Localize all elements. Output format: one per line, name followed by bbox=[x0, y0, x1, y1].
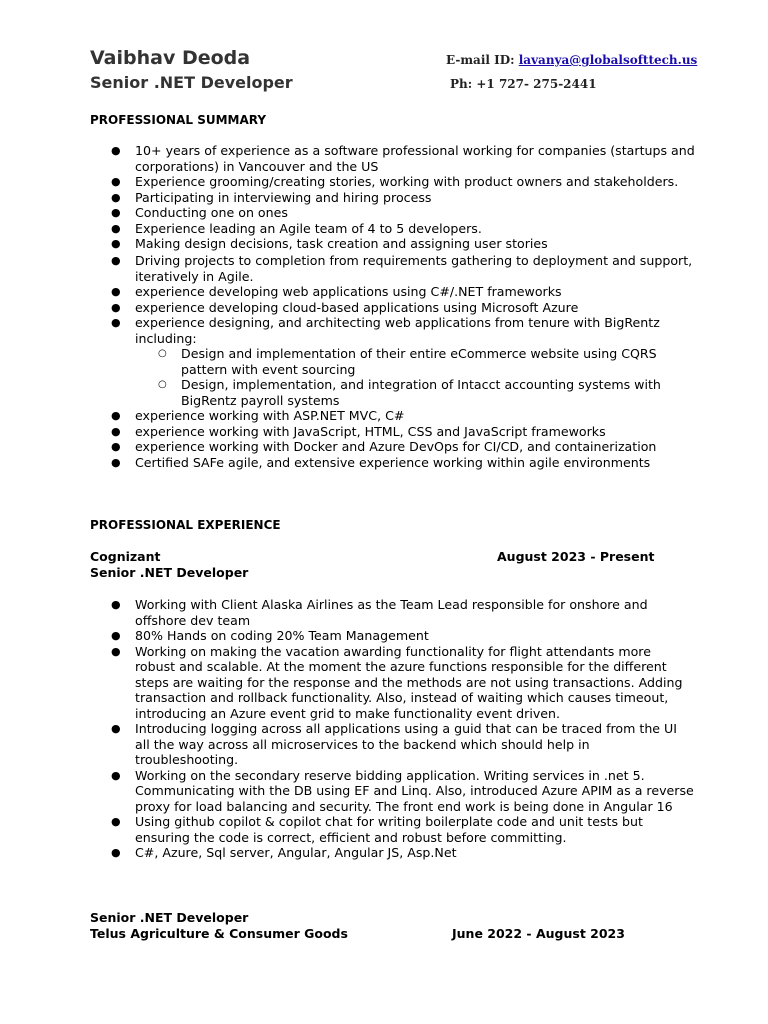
list-item: ● C#, Azure, Sql server, Angular, Angular JS, Asp.Net bbox=[111, 845, 457, 860]
email-line bbox=[446, 53, 697, 67]
list-item: ● experience developing cloud-based applications using Microsoft Azure bbox=[111, 299, 579, 315]
summary-heading: PROFESSIONAL SUMMARY bbox=[90, 113, 267, 127]
job1-dates: August 2023 - Present bbox=[497, 549, 655, 564]
sub-list-item: ○ Design, implementation, and integration of Intacct accounting systems with BigRentz payroll systems bbox=[158, 377, 661, 408]
list-item: ● Experience leading an Agile team of 4 to 5 developers. bbox=[111, 220, 482, 236]
summary-list bbox=[0, 143, 768, 470]
job2-role: Senior .NET Developer bbox=[90, 910, 249, 925]
job1-list bbox=[0, 597, 768, 861]
list-item: ● experience working with JavaScript, HTML, CSS and JavaScript frameworks bbox=[111, 423, 606, 439]
sub-list bbox=[135, 346, 695, 408]
list-item: ● Introducing logging across all applications using a guid that can be traced from the UI all the way across all microservices to the backend which should help in troubleshooting. bbox=[111, 721, 677, 767]
list-item: ● experience designing, and architecting web applications from tenure with BigRentz including: ○ Design and implementation of their entire eCommerce website using CQRS pattern with event sourcing ○ Design, implementation, and integration of Intacct accounting systems with BigRentz payroll systems bbox=[0, 315, 695, 408]
job2-company: Telus Agriculture & Consumer Goods bbox=[90, 926, 348, 941]
candidate-name: Vaibhav Deoda bbox=[90, 47, 251, 69]
experience-heading: PROFESSIONAL EXPERIENCE bbox=[90, 518, 281, 532]
list-item: ● Working with Client Alaska Airlines as the Team Lead responsible for onshore and offshore dev team bbox=[111, 597, 648, 628]
list-item: ● experience working with ASP.NET MVC, C# bbox=[111, 408, 405, 423]
list-item: ● Certified SAFe agile, and extensive experience working within agile environments bbox=[111, 454, 651, 470]
sub-list-item: ○ Design and implementation of their entire eCommerce website using CQRS pattern with event sourcing bbox=[158, 346, 657, 377]
list-item: ● Participating in interviewing and hiring process bbox=[111, 189, 432, 205]
job2-dates: June 2022 - August 2023 bbox=[452, 926, 625, 941]
list-item: ● Working on making the vacation awarding functionality for flight attendants more robust and scalable. At the moment the azure functions responsible for the different steps are waiting for the response and the methods are not using transactions. Adding transaction and rollback functionality. Also, instead of waiting which causes timeout, introducing an Azure event grid to make functionality event driven. bbox=[111, 643, 683, 721]
job1-company: Cognizant bbox=[90, 549, 161, 564]
list-item: ● Driving projects to completion from requirements gathering to deployment and support, iteratively in Agile. bbox=[111, 253, 693, 284]
list-item: ● Making design decisions, task creation and assigning user stories bbox=[111, 236, 548, 251]
list-item: ● Working on the secondary reserve bidding application. Writing services in .net 5. Communicating with the DB using EF and Linq. Also, introduced Azure APIM as a reverse proxy for load balancing and security. The front end work is being done in Angular 16 bbox=[111, 767, 694, 814]
list-item: ● Conducting one on ones bbox=[111, 205, 288, 220]
email-label: E-mail ID: bbox=[446, 53, 519, 67]
list-item: ● experience working with Docker and Azure DevOps for CI/CD, and containerization bbox=[111, 439, 657, 454]
job1-role: Senior .NET Developer bbox=[90, 565, 249, 580]
list-item: ● Using github copilot & copilot chat for writing boilerplate code and unit tests but ensuring the code is correct, efficient and robust before committing. bbox=[111, 814, 643, 845]
list-item: ● Experience grooming/creating stories, working with product owners and stakeholders. bbox=[111, 174, 679, 189]
list-item: ● 80% Hands on coding 20% Team Management bbox=[111, 628, 429, 643]
list-item: ● 10+ years of experience as a software professional working for companies (startups and corporations) in Vancouver and the US bbox=[111, 143, 695, 174]
list-item: ● experience developing web applications using C#/.NET frameworks bbox=[111, 284, 562, 299]
email-link[interactable]: lavanya@globalsofttech.us bbox=[518, 53, 698, 67]
candidate-title: Senior .NET Developer bbox=[90, 73, 293, 92]
phone-line: Ph: +1 727- 275-2441 bbox=[450, 77, 597, 91]
